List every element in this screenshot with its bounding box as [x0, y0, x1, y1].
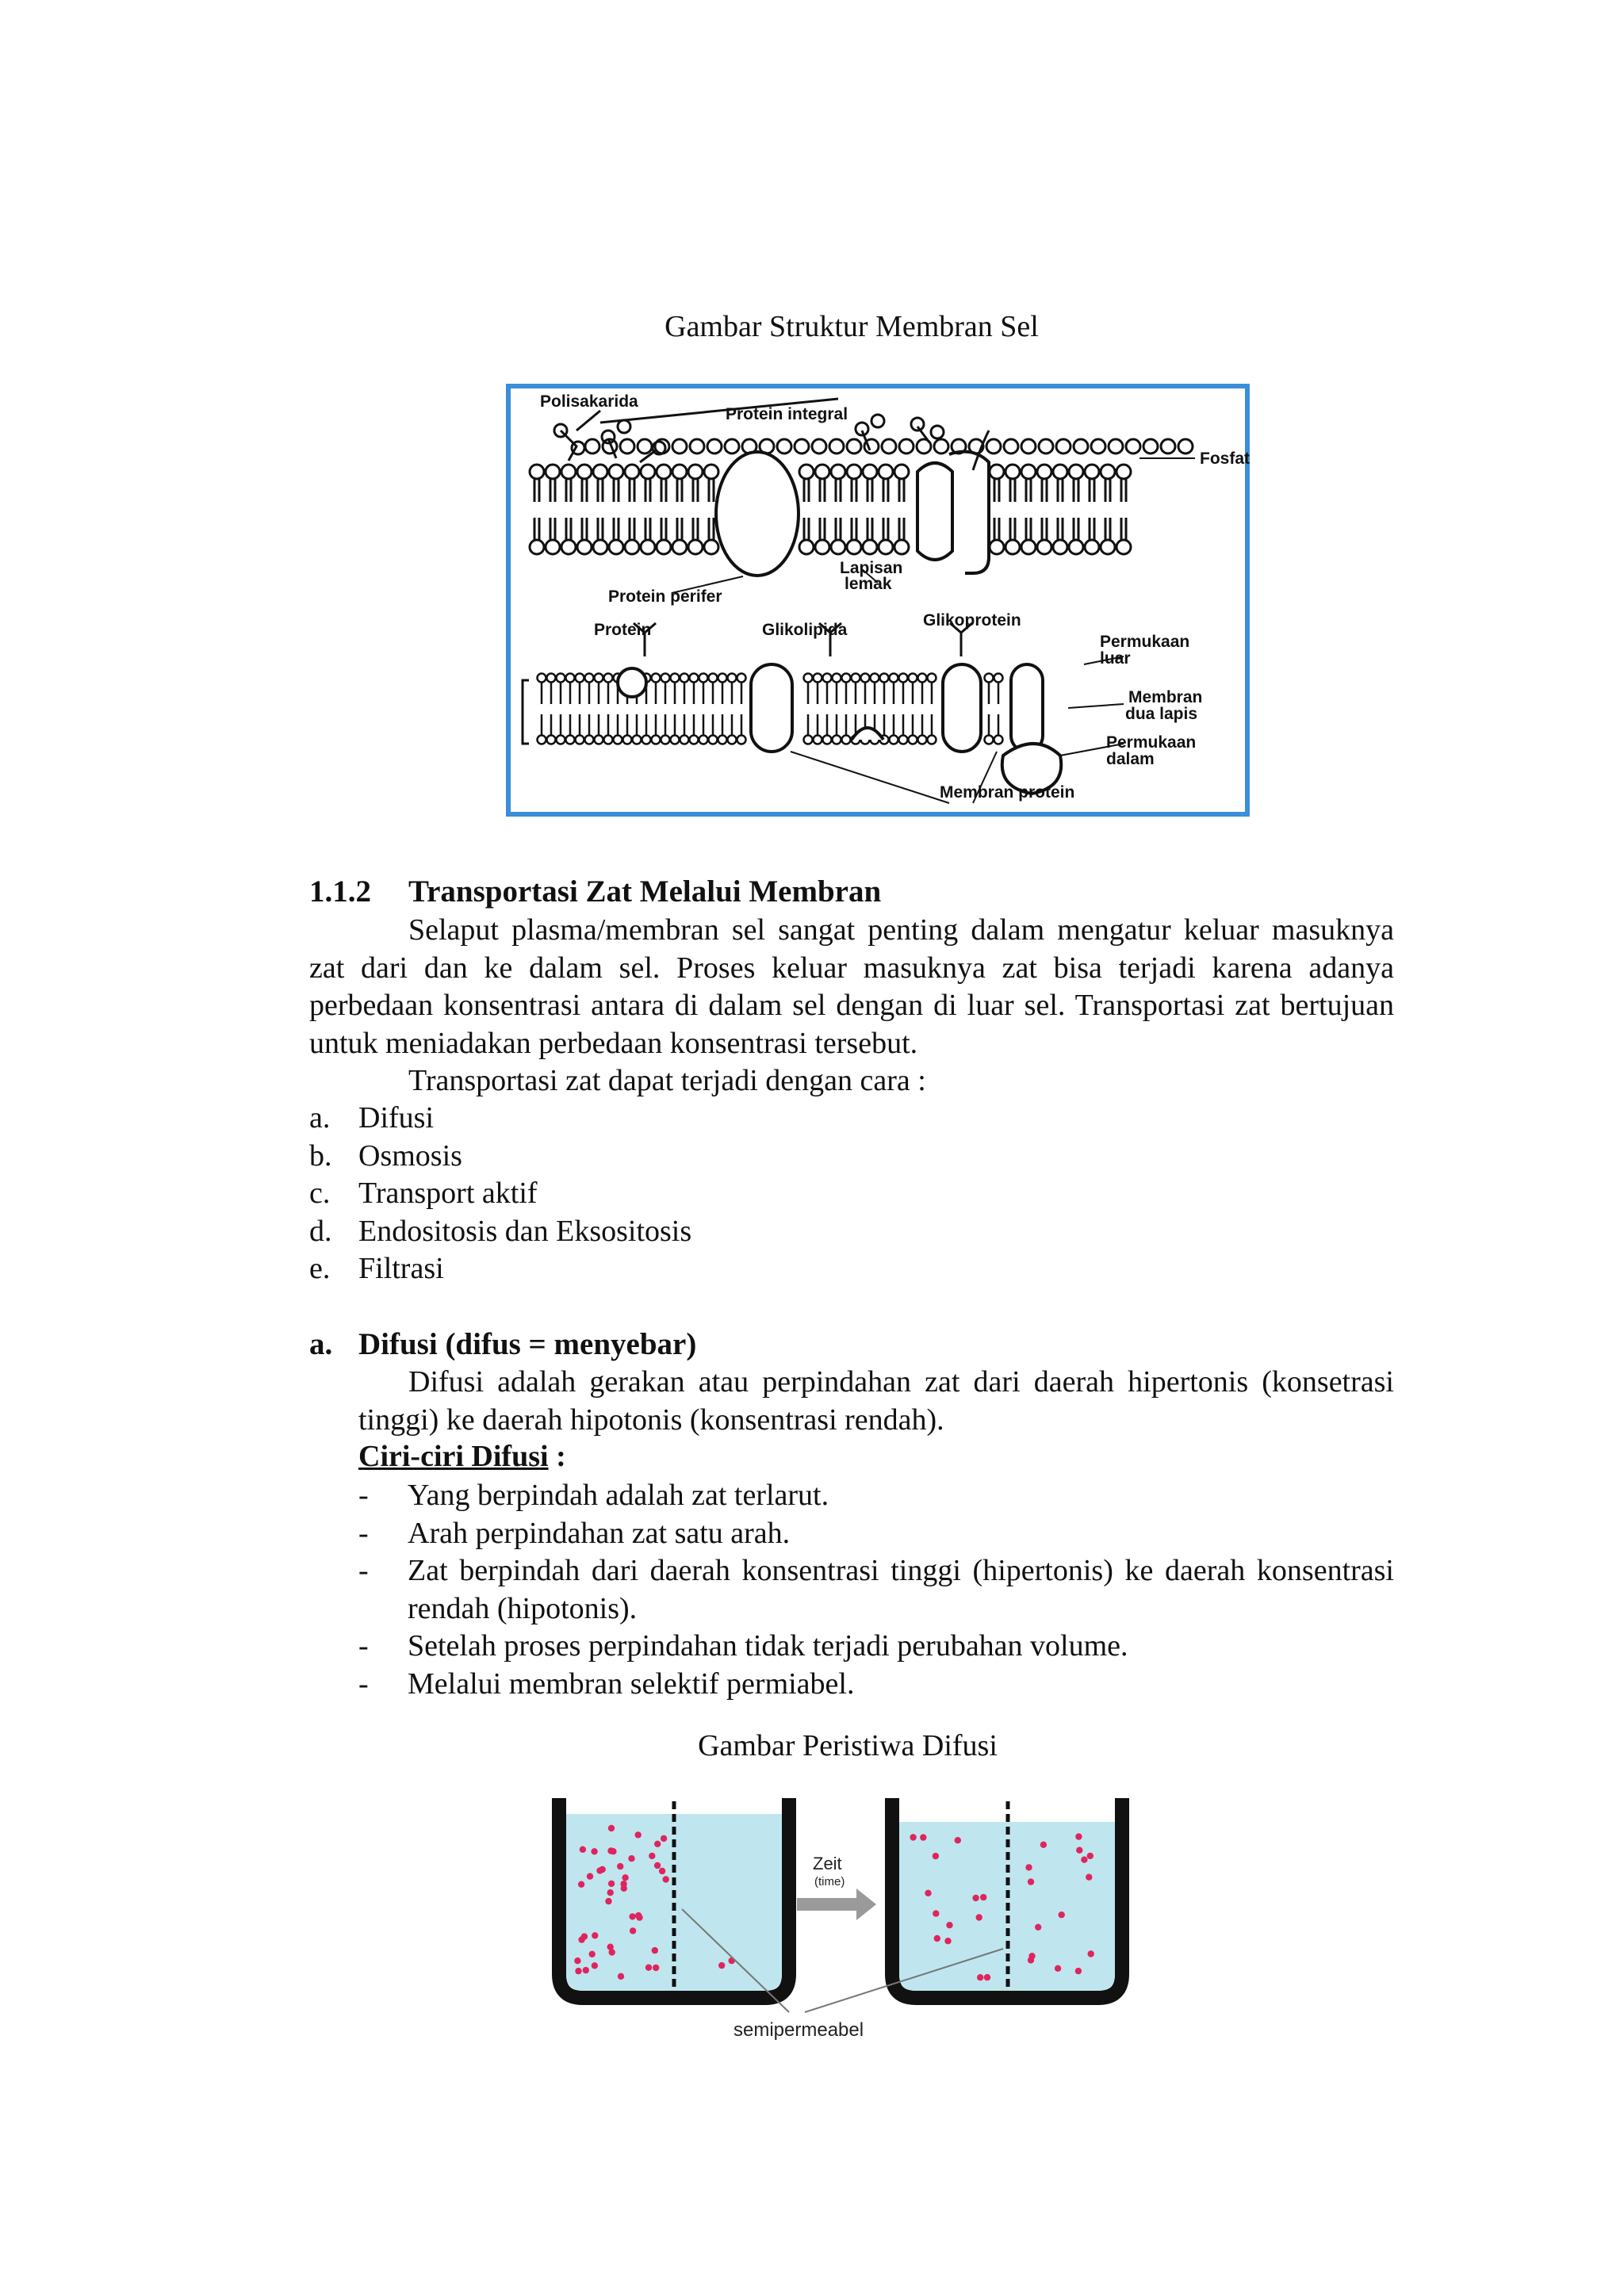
- list-item: - Zat berpindah dari daerah konsentrasi tinggi (hipertonis) ke daerah konsentrasi rendah (hipotonis).: [358, 1554, 1394, 1625]
- list-item: - Melalui membran selektif permiabel.: [358, 1667, 855, 1701]
- ciri-difusi-list: [358, 1477, 1394, 1703]
- semipermeabel-label: semipermeabel: [733, 2019, 864, 2041]
- label-membran: Membran: [1128, 688, 1203, 706]
- diffusion-figure: [551, 1790, 1130, 2048]
- list-item: b. Osmosis: [309, 1138, 462, 1173]
- figure-caption: Gambar Peristiwa Difusi: [698, 1729, 998, 1762]
- label-protein-perifer: Protein perifer: [608, 587, 722, 606]
- protein-integral-shape: [716, 452, 799, 576]
- list-item: e. Filtrasi: [309, 1252, 444, 1285]
- figure-caption: Gambar Struktur Membran Sel: [665, 310, 1039, 343]
- paragraph-transport-intro: Selaput plasma/membran sel sangat penting dalam mengatur keluar masuknya zat dari dan ke dalam sel. Proses keluar masuknya zat bisa terjadi karena adanya perbedaan konsentrasi antara di dalam sel dengan di luar sel. Transportasi zat bertujuan untuk meniadakan perbedaan konsentrasi tersebut.: [309, 913, 1394, 1060]
- label-fosfat: Fosfat: [1200, 450, 1250, 468]
- time-arrow-icon: [797, 1888, 876, 1920]
- label-dalam: dalam: [1106, 750, 1155, 768]
- label-glikoprotein: Glikoprotein: [923, 611, 1021, 629]
- list-item: c. Transport aktif: [309, 1177, 538, 1210]
- membrane-structure-figure: [505, 383, 1251, 817]
- difusi-title: Difusi (difus = menyebar): [358, 1327, 697, 1361]
- list-item: - Arah perpindahan zat satu arah.: [358, 1516, 791, 1550]
- list-item: - Setelah proses perpindahan tidak terjadi perubahan volume.: [358, 1629, 1128, 1663]
- difusi-letter: a.: [309, 1327, 333, 1361]
- label-protein: Protein: [594, 621, 652, 639]
- section-number: 1.1.2: [309, 874, 371, 909]
- label-glikolipida: Glikolipida: [762, 621, 848, 639]
- list-item: d. Endositosis dan Eksositosis: [309, 1214, 692, 1248]
- list-item: a. Difusi: [309, 1101, 434, 1135]
- label-lemak: lemak: [845, 575, 892, 593]
- label-polisakarida: Polisakarida: [540, 392, 638, 411]
- section-title: Transportasi Zat Melalui Membran: [408, 874, 882, 909]
- list-item: - Yang berpindah adalah zat terlarut.: [358, 1479, 829, 1512]
- time-label: (time): [814, 1875, 845, 1888]
- ciri-difusi-heading: Ciri-ciri Difusi :: [358, 1440, 566, 1473]
- label-permukaan-dalam: Permukaan: [1106, 733, 1197, 752]
- label-permukaan-luar: Permukaan: [1100, 633, 1190, 651]
- label-lapisan: Lapisan: [840, 559, 903, 577]
- label-dua-lapis: dua lapis: [1125, 705, 1198, 723]
- zeit-label: Zeit: [813, 1854, 842, 1873]
- label-protein-integral: Protein integral: [726, 405, 848, 423]
- paragraph-transport-ways: Transportasi zat dapat terjadi dengan cara :: [408, 1064, 926, 1097]
- transport-ways-list: [309, 1100, 1394, 1288]
- paragraph-difusi: Difusi adalah gerakan atau perpindahan zat dari daerah hipertonis (konsetrasi tinggi) ke daerah hipotonis (konsentrasi rendah).: [358, 1365, 1394, 1437]
- section-heading: [309, 874, 881, 909]
- protein-channel-shape: [917, 463, 952, 560]
- label-luar: luar: [1100, 649, 1131, 668]
- label-membran-protein: Membran protein: [940, 783, 1075, 802]
- difusi-heading: [309, 1326, 696, 1362]
